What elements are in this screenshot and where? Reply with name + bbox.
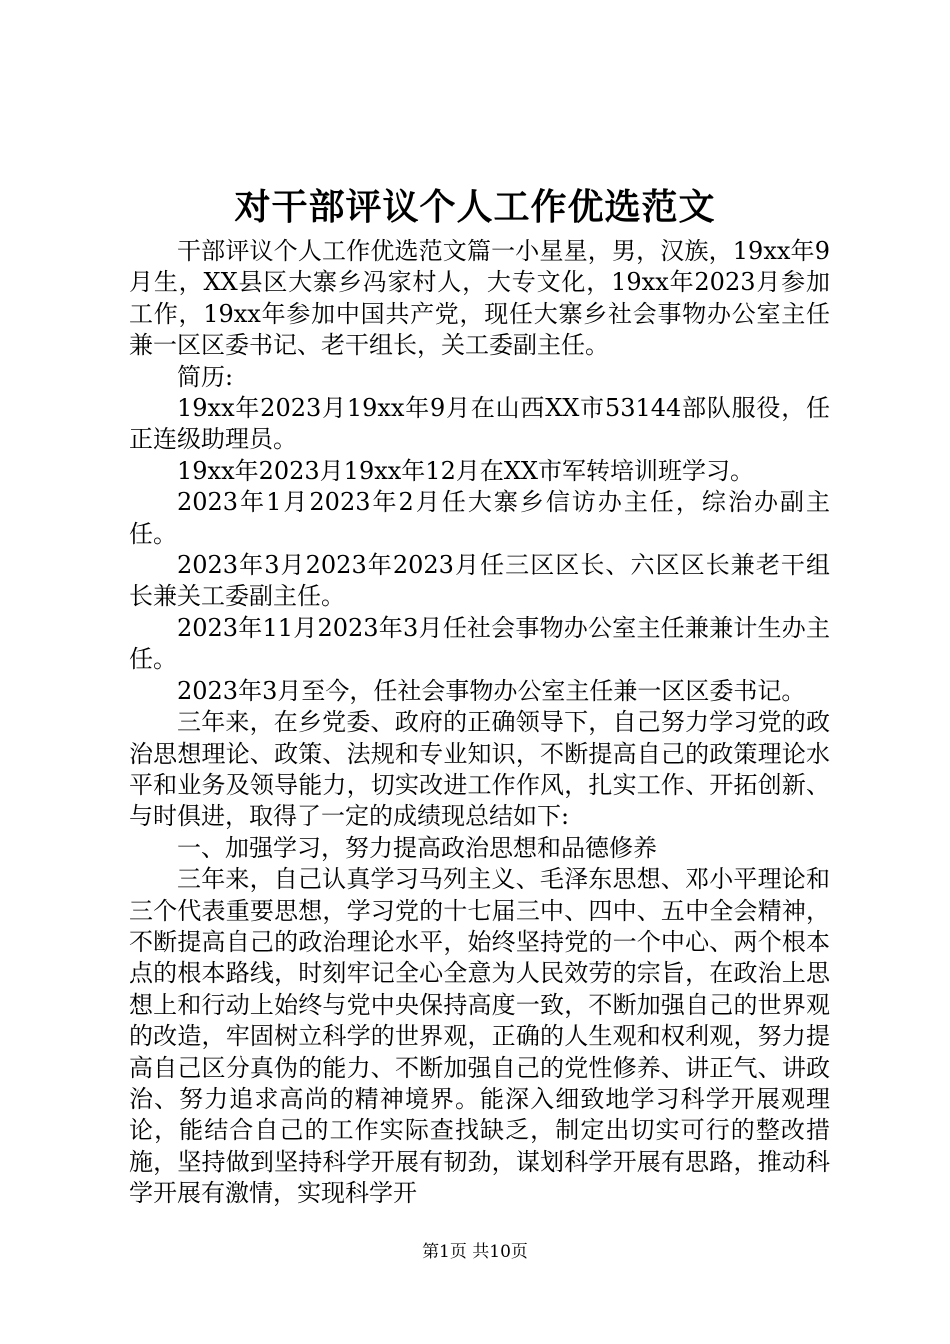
page-footer bbox=[0, 1240, 950, 1264]
document-body bbox=[129, 236, 830, 1210]
paragraph-resume-3: 2023年1月2023年2月任大寨乡信访办主任，综治办副主任。 bbox=[129, 488, 830, 548]
paragraph-resume-2: 19xx年2023月19xx年12月在XX市军转培训班学习。 bbox=[177, 456, 755, 485]
paragraph-resume-4: 2023年3月2023年2023月任三区区长、六区区长兼老干组长兼关工委副主任。 bbox=[129, 551, 830, 611]
paragraph-resume-5: 2023年11月2023年3月任社会事物办公室主任兼兼计生办主任。 bbox=[129, 613, 830, 674]
paragraph-resume-heading: 简历: bbox=[177, 362, 234, 391]
document-title: 对干部评议个人工作优选范文 bbox=[234, 186, 716, 228]
paragraph-intro: 干部评议个人工作优选范文篇一小星星，男，汉族，19xx年9月生，XX县区大寨乡冯家村人，大专文化，19xx年2023月参加工作，19xx年参加中国共产党，现任大寨乡社会事物办公室主任兼一区区委书记、老干组长，关工委副主任。 bbox=[129, 237, 830, 360]
paragraph-resume-6: 2023年3月至今，任社会事物办公室主任兼一区区委书记。 bbox=[177, 676, 806, 705]
paragraph-summary: 三年来，在乡党委、政府的正确领导下，自己努力学习党的政治思想理论、政策、法规和专业知识，不断提高自己的政策理论水平和业务及领导能力，切实改进工作作风，扎实工作、开拓创新、与时俱进，取得了一定的成绩现总结如下: bbox=[129, 708, 830, 831]
section-heading-1: 一、加强学习，努力提高政治思想和品德修养 bbox=[177, 833, 657, 862]
page-total: 共10页 bbox=[472, 1242, 528, 1262]
page-number: 第1页 bbox=[422, 1242, 467, 1262]
paragraph-resume-1: 19xx年2023月19xx年9月在山西XX市53144部队服役，任正连级助理员。 bbox=[129, 394, 830, 454]
paragraph-section-1: 三年来，自己认真学习马列主义、毛泽东思想、邓小平理论和三个代表重要思想，学习党的十七届三中、四中、五中全会精神，不断提高自己的政治理论水平，始终坚持党的一个中心、两个根本点的根本路线，时刻牢记全心全意为人民效劳的宗旨，在政治上思想上和行动上始终与党中央保持高度一致，不断加强自己的世界观的改造，牢固树立科学的世界观，正确的人生观和权利观，努力提高自己区分真伪的能力、不断加强自己的党性修养、讲正气、讲政治、努力追求高尚的精神境界。能深入细致地学习科学开展观理论，能结合自己的工作实际查找缺乏，制定出切实可行的整改措施，坚持做到坚持科学开展有韧劲，谋划科学开展有思路，推动科学开展有激情，实现科学开 bbox=[129, 865, 830, 1208]
